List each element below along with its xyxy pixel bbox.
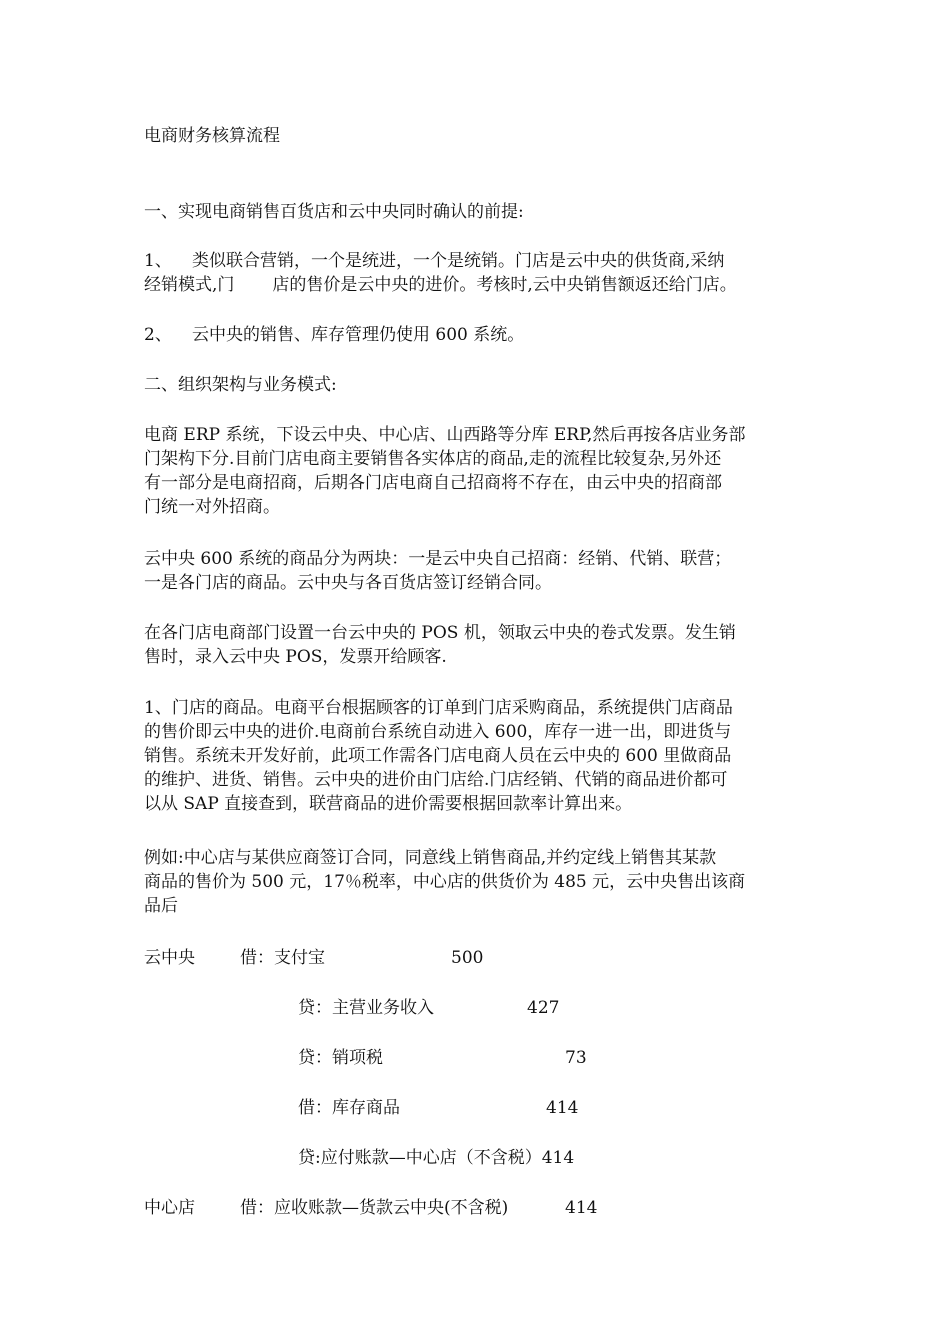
para4-line: 的售价即云中央的进价.电商前台系统自动进入 600，库存一进一出，即进货与 [144, 722, 732, 742]
entry-debit-alipay-amount: 500 [451, 948, 484, 968]
para1-line: 电商 ERP 系统，下设云中央、中心店、山西路等分库 ERP,然后再按各店业务部 [144, 425, 746, 445]
section1-item2 [144, 323, 524, 347]
item1-text-line2a: 经销模式,门 [144, 275, 235, 295]
item1-text-line2b: 店的售价是云中央的进价。考核时,云中央销售额返还给门店。 [272, 275, 737, 295]
entry-credit-revenue: 贷：主营业务收入 [298, 998, 434, 1018]
entry-entity-yunzhongyang: 云中央 [144, 948, 195, 968]
para2-line: 云中央 600 系统的商品分为两块：一是云中央自己招商：经销、代销、联营； [144, 549, 732, 569]
entry-credit-payable: 贷:应付账款—中心店（不含税）414 [298, 1148, 575, 1168]
entry-debit-alipay: 借：支付宝 [240, 948, 325, 968]
para1-line: 门架构下分.目前门店电商主要销售各实体店的商品,走的流程比较复杂,另外还 [144, 449, 722, 469]
entry-entity-zhongxindian: 中心店 [144, 1198, 195, 1218]
entry-credit-revenue-amount: 427 [527, 998, 560, 1018]
para5-line: 例如:中心店与某供应商签订合同，同意线上销售商品,并约定线上销售其某款 [144, 848, 717, 868]
section1-item1-line1 [144, 249, 724, 273]
para4-line: 销售。系统未开发好前，此项工作需各门店电商人员在云中央的 600 里做商品 [144, 746, 732, 766]
para2-line: 一是各门店的商品。云中央与各百货店签订经销合同。 [144, 573, 552, 593]
para4-line: 以从 SAP 直接查到，联营商品的进价需要根据回款率计算出来。 [144, 794, 633, 814]
section2-heading: 二、组织架构与业务模式: [144, 375, 337, 395]
item2-text: 云中央的销售、库存管理仍使用 600 系统。 [192, 325, 525, 345]
section1-heading: 一、实现电商销售百货店和云中央同时确认的前提: [144, 202, 524, 222]
para5-line: 商品的售价为 500 元，17％税率，中心店的供货价为 485 元，云中央售出该商 [144, 872, 746, 892]
para3-line: 售时，录入云中央 POS，发票开给顾客. [144, 647, 447, 667]
para1-line: 有一部分是电商招商，后期各门店电商自己招商将不存在，由云中央的招商部 [144, 473, 722, 493]
item2-number: 2、 [144, 325, 172, 345]
entry-credit-vat: 贷：销项税 [298, 1048, 383, 1068]
entry-debit-receivable: 借：应收账款—货款云中央(不含税) [240, 1198, 509, 1218]
section1-item1-line2 [144, 273, 737, 297]
item1-text-line1: 类似联合营销，一个是统进，一个是统销。门店是云中央的供货商,采纳 [192, 251, 725, 271]
entry-debit-inventory: 借：库存商品 [298, 1098, 400, 1118]
document-title: 电商财务核算流程 [144, 126, 280, 146]
para5-line: 品后 [144, 896, 178, 916]
entry-credit-vat-amount: 73 [565, 1048, 587, 1068]
entry-debit-inventory-amount: 414 [546, 1098, 579, 1118]
para1-line: 门统一对外招商。 [144, 497, 280, 517]
entry-debit-receivable-amount: 414 [565, 1198, 598, 1218]
para4-line: 的维护、进货、销售。云中央的进价由门店给.门店经销、代销的商品进价都可 [144, 770, 728, 790]
para4-line: 1、门店的商品。电商平台根据顾客的订单到门店采购商品，系统提供门店商品 [144, 698, 733, 718]
item1-number: 1、 [144, 251, 172, 271]
para3-line: 在各门店电商部门设置一台云中央的 POS 机，领取云中央的卷式发票。发生销 [144, 623, 736, 643]
